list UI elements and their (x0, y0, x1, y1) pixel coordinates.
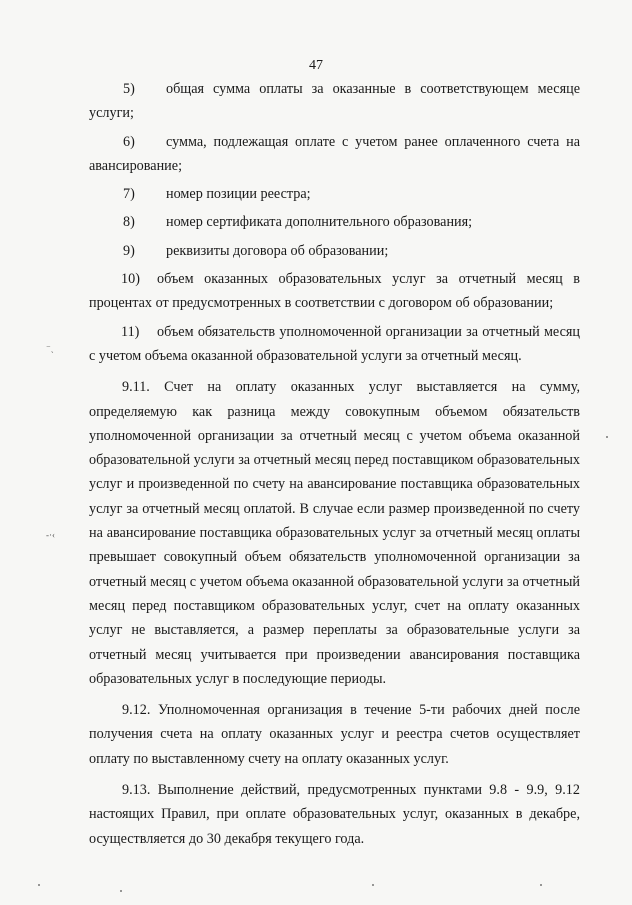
scan-artifact (372, 884, 374, 886)
scan-artifact (540, 884, 542, 886)
list-item-number: 8) (123, 214, 135, 231)
list-item-text: номер позиции реестра; (166, 186, 311, 203)
list-item-number: 7) (123, 186, 135, 203)
list-item-number: 5) (123, 81, 135, 97)
page-number: 47 (309, 58, 323, 73)
paragraph-9-11: 9.11. Счет на оплату оказанных услуг выставляется на сумму, определяемую как разница между совокупным объемом обязательств уполномоченной организации за отчетный месяц с учетом объема оказанной образовательной услуги за отчетный месяц перед поставщиком образовательных услуг и произведенной по счету на авансирование поставщика образовательных услуг за отчетный месяц оплатой. В случае если размер произведенной по счету на авансирование поставщика образовательных услуг за отчетный месяц оплаты превышает совокупный объем обязательств уполномоченной организации за отчетный месяц с учетом объема оказанной образовательной услуги за отчетный месяц перед поставщиком образовательных услуг, счет на оплату оказанных услуг не выставляется, а размер переплаты за образовательные услуги за отчетный месяц учитывается при произведении авансирования поставщика образовательных услуг в последующие периоды. (89, 379, 580, 687)
list-item-number: 10) (121, 271, 140, 288)
list-item (89, 320, 580, 369)
scan-artifact (120, 890, 122, 892)
document-body (89, 77, 580, 851)
list-item-text: реквизиты договора об образовании; (166, 242, 389, 259)
list-item-number: 6) (123, 133, 135, 150)
list-item (89, 210, 580, 234)
list-item (89, 182, 580, 206)
paragraph-9-13: 9.13. Выполнение действий, предусмотренных пунктами 9.8 - 9.9, 9.12 настоящих Правил, при оплате образовательных услуг, оказанных в декабре, осуществляется до 30 декабря текущего года. (89, 782, 580, 847)
list-item (89, 239, 580, 263)
paragraph-9-12: 9.12. Уполномоченная организация в течение 5-ти рабочих дней после получения счета на оплату оказанных услуг и реестра счетов осуществляет оплату по выставленному счету на оплату оказанных услуг. (89, 702, 580, 767)
scan-artifact (38, 884, 40, 886)
scan-artifact: -·‹ (46, 530, 55, 540)
list-item (89, 77, 580, 126)
list-item (89, 130, 580, 179)
list-item-text: объем обязательств уполномоченной организации за отчетный месяц с учетом объема оказанной образовательной услуги за отчетный месяц. (89, 323, 580, 364)
list-item-text: объем оказанных образовательных услуг за отчетный месяц в процентах от предусмотренных в соответствии с договором об образовании; (89, 271, 580, 312)
list-item-number: 9) (123, 242, 135, 259)
list-item-text: номер сертификата дополнительного образования; (166, 214, 473, 231)
scan-artifact: ⁻ˎ (46, 343, 54, 353)
list-item (89, 267, 580, 316)
scan-artifact (606, 436, 608, 438)
list-item-number: 11) (121, 323, 140, 340)
list-item-text: сумма, подлежащая оплате с учетом ранее оплаченного счета на авансирование; (89, 133, 580, 174)
list-item-text: общая сумма оплаты за оказанные в соответствующем месяце услуги; (89, 81, 580, 122)
